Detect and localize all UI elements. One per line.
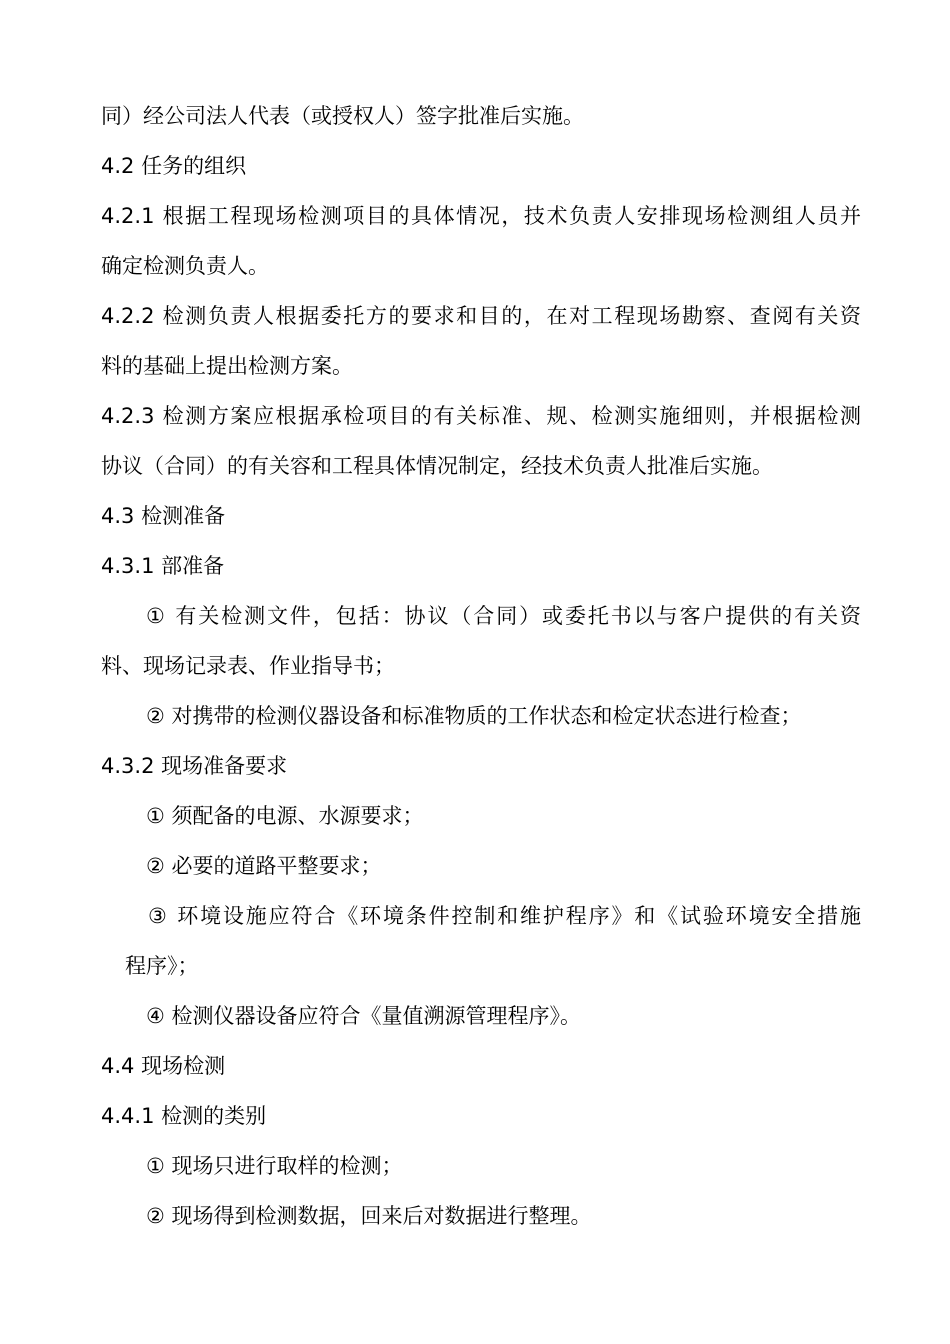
subsection-heading-4-4-1: 4.4.1 检测的类别 (101, 1104, 267, 1128)
text-line-4-2-3-cont: 协议（合同）的有关容和工程具体情况制定，经技术负责人批准后实施。 (101, 454, 773, 478)
list-item-4-3-2-2: ② 必要的道路平整要求； (146, 854, 382, 878)
list-item-4-3-2-3-cont: 程序》； (125, 954, 199, 978)
list-item-4-3-1-1: ① 有关检测文件，包括：协议（合同）或委托书以与客户提供的有关资 (146, 604, 861, 628)
list-item-4-3-2-4: ④ 检测仪器设备应符合《量值溯源管理程序》。 (146, 1004, 581, 1028)
list-item-4-4-1-1: ① 现场只进行取样的检测； (146, 1154, 403, 1178)
list-item-4-3-2-1: ① 须配备的电源、水源要求； (146, 804, 424, 828)
subsection-heading-4-3-1: 4.3.1 部准备 (101, 554, 225, 578)
text-line-4-2-1: 4.2.1 根据工程现场检测项目的具体情况，技术负责人安排现场检测组人员并 (101, 204, 861, 228)
list-item-4-3-1-1-cont: 料、现场记录表、作业指导书； (101, 654, 395, 678)
text-line-1: 同）经公司法人代表（或授权人）签字批准后实施。 (101, 104, 584, 128)
section-heading-4-4: 4.4 现场检测 (101, 1054, 226, 1078)
text-line-4-2-2: 4.2.2 检测负责人根据委托方的要求和目的，在对工程现场勘察、查阅有关资 (101, 304, 861, 328)
subsection-heading-4-3-2: 4.3.2 现场准备要求 (101, 754, 288, 778)
section-heading-4-3: 4.3 检测准备 (101, 504, 226, 528)
text-line-4-2-3: 4.2.3 检测方案应根据承检项目的有关标准、规、检测实施细则，并根据检测 (101, 404, 861, 428)
list-item-4-4-1-2: ② 现场得到检测数据，回来后对数据进行整理。 (146, 1204, 592, 1228)
text-line-4-2-1-cont: 确定检测负责人。 (101, 254, 269, 278)
list-item-4-3-2-3: ③ 环境设施应符合《环境条件控制和维护程序》和《试验环境安全措施 (148, 904, 861, 928)
list-item-4-3-1-2: ② 对携带的检测仪器设备和标准物质的工作状态和检定状态进行检查； (146, 704, 802, 728)
section-heading-4-2: 4.2 任务的组织 (101, 154, 247, 178)
text-line-4-2-2-cont: 料的基础上提出检测方案。 (101, 354, 353, 378)
